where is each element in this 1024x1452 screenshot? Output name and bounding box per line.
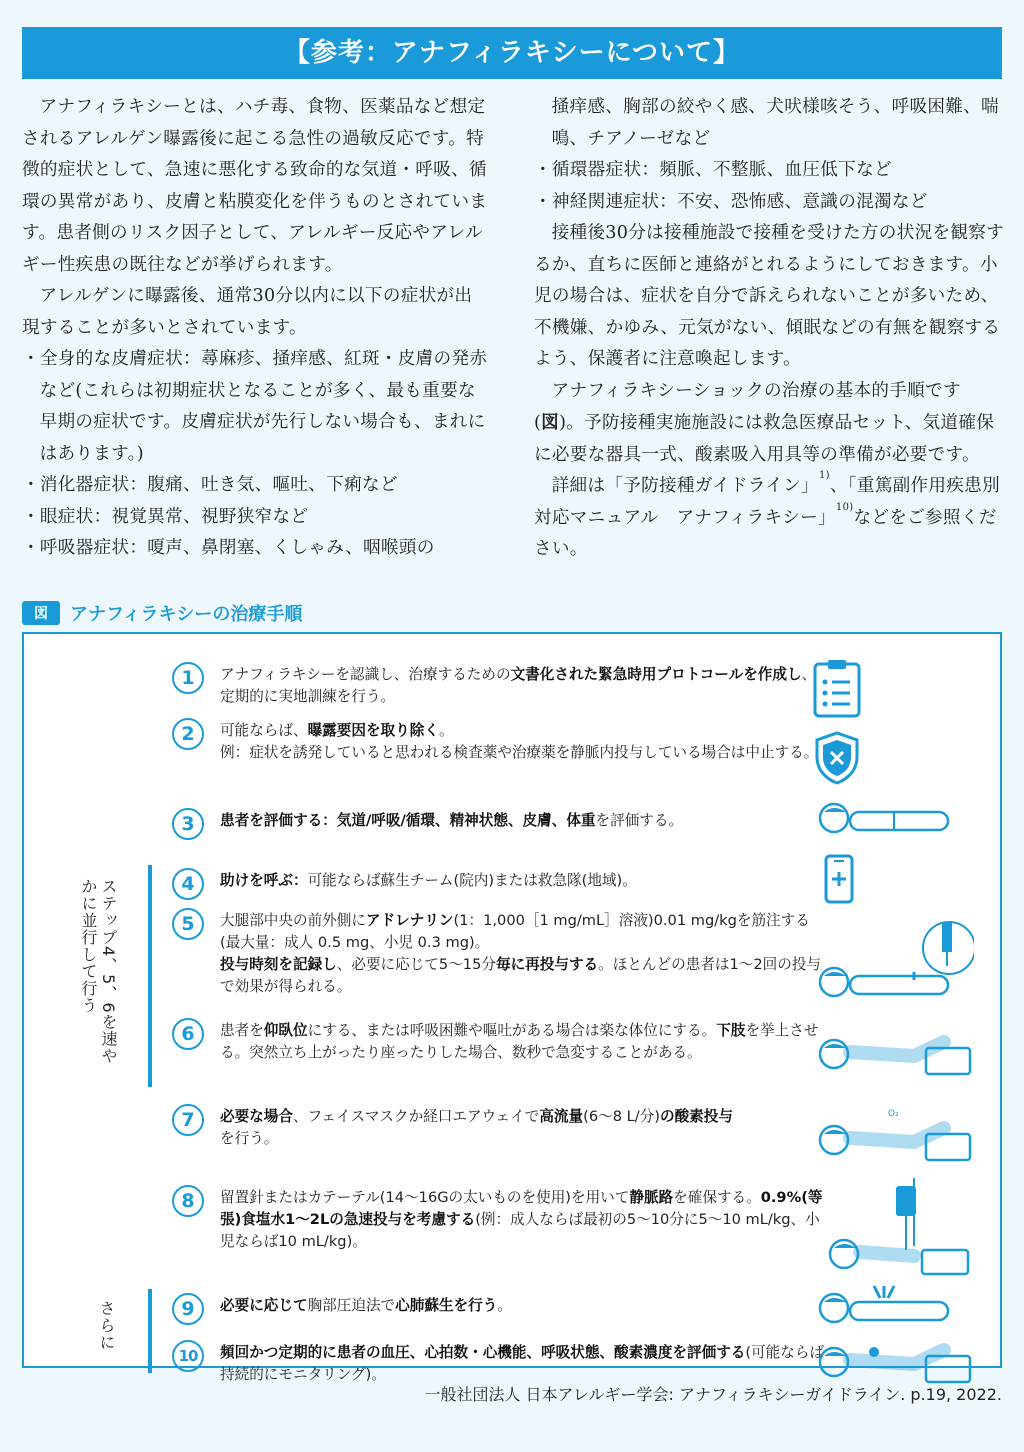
treatment-paragraph — [534, 376, 1006, 472]
step-1-text — [220, 664, 826, 708]
symptom-resp: ・呼吸器症状：嗄声、鼻閉塞、くしゃみ、咽喉頭の — [22, 538, 435, 558]
seg: を確保する。 — [673, 1189, 761, 1206]
iv-drip-patient-icon — [824, 1176, 974, 1278]
detail-text-a: 詳細は「予防接種ガイドライン」 — [551, 476, 819, 496]
seg: 例：症状を誘発していると思われる検査薬や治療薬を静脈内投与している場合は中止する。 — [220, 744, 819, 761]
injection-patient-icon — [814, 914, 974, 1006]
seg-bold: 必要な場合 — [220, 1108, 293, 1125]
step-2-number: 2 — [172, 718, 204, 750]
step-3-number: 3 — [172, 808, 204, 840]
step-9-text — [220, 1295, 826, 1325]
step-6-number: 6 — [172, 1018, 204, 1050]
step-1 — [172, 664, 826, 708]
parallel-label: ステップ4、5、6を速やかに並行して行う — [79, 878, 118, 1065]
seg: (1：1,000［1 mg/mL］溶液)0.01 mg/kgを筋注する(最大量：成人 0.5 mg、小児 0.3 mg)。 — [220, 912, 810, 951]
step-3-text — [220, 810, 826, 840]
seg: (例：成人ならば最初の5〜10分に5〜10 mL/kg、小児ならば10 mL/kg)。 — [220, 1211, 820, 1250]
step-10-number: 10 — [172, 1340, 204, 1372]
seg-bold: 患者を評価する：気道/呼吸/循環、精神状態、皮膚、体重 — [220, 812, 596, 829]
seg: を行う。 — [220, 1130, 279, 1147]
step-2 — [172, 720, 826, 764]
symptom-resp-cont: 掻痒感、胸部の絞やく感、犬吠様咳そう、呼吸困難、喘鳴、チアノーゼなど — [551, 97, 999, 149]
step-5-number: 5 — [172, 908, 204, 940]
step-4-number: 4 — [172, 868, 204, 900]
seg: 患者を — [220, 1022, 264, 1039]
step-5-text — [220, 910, 826, 998]
seg: アナフィラキシーを認識し、治療するための — [220, 666, 511, 683]
seg-bold: 下肢 — [716, 1022, 746, 1039]
step-10-text — [220, 1342, 826, 1386]
step-7 — [172, 1106, 826, 1150]
figure-badge: 図 — [22, 601, 60, 625]
symptom-eye: ・眼症状：視覚異常、視野狭窄など — [22, 506, 309, 527]
step-10 — [172, 1342, 826, 1386]
step-3 — [172, 810, 826, 840]
seg-bold: 仰臥位 — [263, 1022, 308, 1039]
further-label: さらに — [97, 1300, 116, 1351]
seg-bold: 頻回かつ定期的に患者の血圧、心拍数・心機能、呼吸状態、酸素濃度を評価する — [220, 1344, 746, 1361]
detail-text-b: 、「重篤副作用疾患別対応マニュアル アナフィラキシー」 — [534, 476, 1000, 528]
seg: (6〜8 L/分) — [583, 1108, 660, 1125]
clipboard-icon — [812, 658, 862, 718]
seg: 。ほとんどの患者は1〜2回の投与で効果が得られる。 — [220, 956, 822, 995]
shield-icon — [812, 730, 862, 786]
treatment-text-b: )。予防接種実施施設には救急医療品セット、気道確保に必要な器具一式、酸素吸入用具等の準備が必要です。 — [534, 413, 995, 465]
step-9-number: 9 — [172, 1293, 204, 1325]
figure-header — [22, 600, 302, 626]
seg: 、必要に応じて5〜15分 — [336, 956, 496, 973]
seg: 大腿部中央の前外側に — [220, 912, 366, 929]
detail-text-c: などをご参照ください。 — [534, 507, 997, 559]
monitoring-icon — [814, 1336, 974, 1384]
step-9 — [172, 1295, 826, 1325]
seg: 可能ならば蘇生チーム(院内)または救急隊(地域)。 — [307, 872, 637, 889]
oxygen-patient-icon — [814, 1106, 974, 1164]
seg-bold: 毎に再投与する — [495, 956, 599, 973]
seg: 。 — [438, 722, 454, 739]
o2-label: O₂ — [888, 1109, 899, 1119]
step-8-number: 8 — [172, 1185, 204, 1217]
right-column — [534, 92, 1006, 566]
figure-ref: 図 — [541, 412, 560, 433]
step-8-text — [220, 1187, 826, 1253]
step-6-text — [220, 1020, 826, 1064]
symptom-circ: ・循環器症状：頻脈、不整脈、血圧低下など — [534, 160, 892, 180]
legs-raised-icon — [814, 1026, 974, 1078]
step-4 — [172, 870, 826, 900]
seg: にする、または呼吸困難や嘔吐がある場合は楽な体位にする。 — [307, 1022, 717, 1039]
parallel-bracket — [148, 865, 152, 1087]
phone-icon — [824, 854, 854, 904]
seg: 、定期的に実地訓練を行う。 — [220, 666, 817, 705]
symptom-neuro: ・神経関連症状：不安、恐怖感、意識の混濁など — [534, 191, 928, 212]
symptom-skin: ・全身的な皮膚症状：蕁麻疹、掻痒感、紅斑・皮膚の発赤など(これらは初期症状となることが多く、最も重要な早期の症状です。皮膚症状が先行しない場合も、まれにはあります。) — [22, 349, 488, 464]
seg-bold: 心肺蘇生を行う — [395, 1297, 498, 1314]
step-7-number: 7 — [172, 1104, 204, 1136]
lying-patient-icon — [814, 800, 954, 840]
intro-paragraph: アナフィラキシーとは、ハチ毒、食物、医薬品など想定されるアレルゲン曝露後に起こる急性の過敏反応です。特徴的症状として、急速に悪化する致命的な気道・呼吸、循環の異常があり、皮膚と粘膜変化を伴うものとされています。患者側のリスク因子として、アレルギー反応やアレルギー性疾患の既往などが挙げられます。 — [22, 97, 488, 275]
seg-bold: アドレナリン — [365, 912, 454, 929]
seg-bold: 高流量 — [539, 1108, 584, 1125]
seg: 。 — [497, 1297, 512, 1314]
left-column — [22, 92, 490, 565]
step-8 — [172, 1187, 826, 1253]
further-bracket — [148, 1289, 152, 1373]
onset-paragraph: アレルゲンに曝露後、通常30分以内に以下の症状が出現することが多いとされています。 — [22, 286, 473, 338]
step-1-number: 1 — [172, 662, 204, 694]
seg-bold: 曝露要因を取り除く — [307, 722, 439, 739]
cpr-icon — [814, 1284, 954, 1330]
observation-paragraph: 接種後30分は接種施設で接種を受けた方の状況を観察するか、直ちに医師と連絡がとれるようにしておきます。小児の場合は、症状を自分で訴えられないことが多いため、不機嫌、かゆみ、元気がない、傾眠などの有無を観察するよう、保護者に注意喚起します。 — [534, 223, 1005, 369]
seg-bold: 文書化された緊急時用プロトコールを作成し — [510, 666, 802, 683]
seg-bold: 助けを呼ぶ： — [220, 872, 308, 889]
ref-10: 10) — [835, 501, 854, 513]
seg-bold: 0.9%(等張)食塩水1〜2Lの急速投与を考慮する — [220, 1189, 823, 1228]
seg-bold: の酸素投与 — [659, 1108, 733, 1125]
seg: 、フェイスマスクか経口エアウェイで — [292, 1108, 540, 1125]
step-2-text — [220, 720, 826, 764]
detail-paragraph — [534, 471, 1006, 566]
symptom-gi: ・消化器症状：腹痛、吐き気、嘔吐、下痢など — [22, 475, 398, 495]
seg-bold: 投与時刻を記録し — [220, 956, 337, 973]
figure-title: アナフィラキシーの治療手順 — [70, 604, 303, 625]
citation-footer: 一般社団法人 日本アレルギー学会: アナフィラキシーガイドライン. p.19, 2022. — [424, 1385, 1002, 1404]
step-6 — [172, 1020, 826, 1064]
seg-bold: 必要に応じて — [220, 1297, 308, 1314]
ref-1: 1) — [818, 470, 830, 481]
seg: 胸部圧迫法で — [307, 1297, 396, 1314]
seg: (可能ならば持続的にモニタリング)。 — [220, 1344, 825, 1383]
figure-box — [22, 632, 1002, 1383]
seg: 留置針またはカテーテル(14〜16Gの太いものを使用)を用いて — [220, 1189, 630, 1206]
step-7-text — [220, 1106, 826, 1150]
seg: を評価する。 — [595, 812, 684, 829]
treatment-text-a: アナフィラキシーショックの治療の基本的手順です( — [534, 380, 961, 433]
seg: を挙上させる。突然立ち上がったり座ったりした場合、数秒で急変することがある。 — [220, 1022, 819, 1061]
seg-bold: 静脈路 — [629, 1189, 674, 1206]
step-4-text — [220, 870, 826, 900]
page-title: 【参考：アナフィラキシーについて】 — [22, 27, 1002, 79]
step-5 — [172, 910, 826, 998]
seg: 可能ならば、 — [220, 722, 308, 739]
